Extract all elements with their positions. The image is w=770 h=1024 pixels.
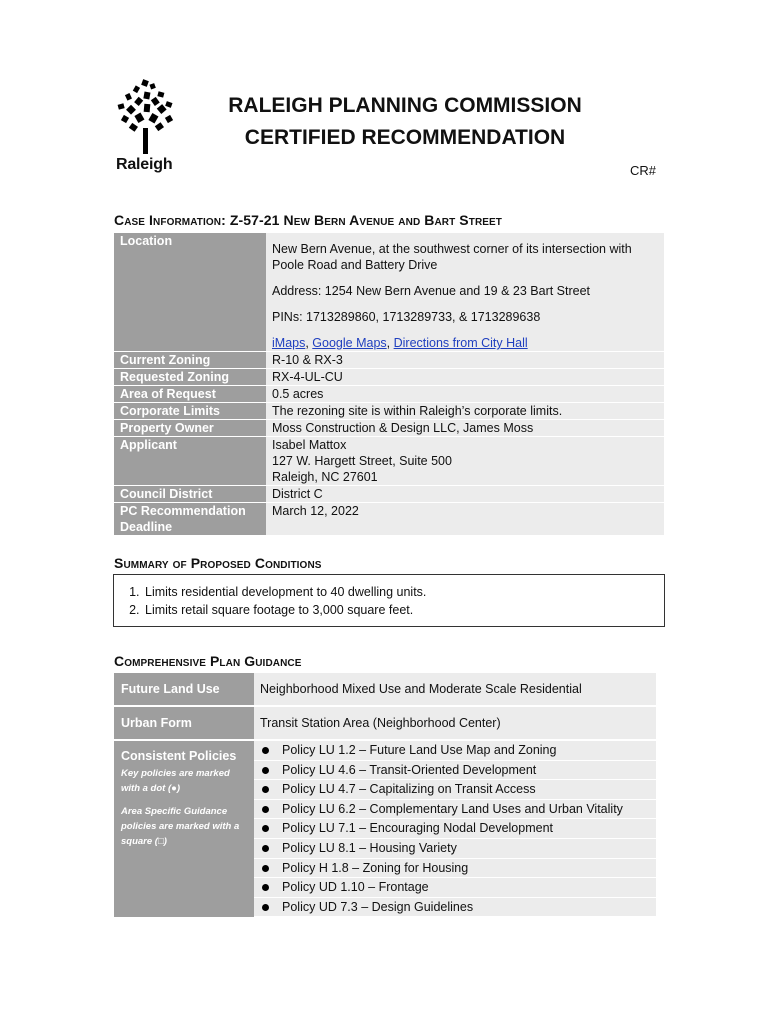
future-land-use-value: Neighborhood Mixed Use and Moderate Scale Residential: [254, 673, 656, 706]
list-item: 2. Limits retail square footage to 3,000 square feet.: [143, 601, 664, 619]
council-district-value: District C: [266, 486, 664, 503]
property-owner-label: Property Owner: [114, 420, 266, 437]
table-row: [114, 437, 664, 486]
imaps-link[interactable]: iMaps: [272, 336, 306, 350]
current-zoning-value: R-10 & RX-3: [266, 352, 664, 369]
bullet-dot-icon: [262, 786, 269, 793]
directions-link[interactable]: Directions from City Hall: [393, 336, 528, 350]
deadline-value: March 12, 2022: [266, 503, 664, 536]
table-row: [114, 740, 656, 918]
consistent-policies-label: [114, 740, 254, 918]
list-item: [254, 878, 656, 898]
policy-text: Policy LU 7.1 – Encouraging Nodal Development: [282, 821, 553, 836]
link-separator: ,: [305, 336, 313, 350]
key-policies-note: Key policies are marked with a dot (●): [121, 768, 230, 794]
applicant-street: 127 W. Hargett Street, Suite 500: [272, 454, 452, 468]
corporate-limits-label: Corporate Limits: [114, 403, 266, 420]
current-zoning-label: Current Zoning: [114, 352, 266, 369]
deadline-label-line1: PC Recommendation: [120, 504, 246, 518]
policy-text: Policy LU 4.6 – Transit-Oriented Development: [282, 762, 537, 777]
location-links: [272, 335, 658, 351]
list-item: [254, 780, 656, 800]
table-row: [114, 486, 664, 503]
bullet-dot-icon: [262, 865, 269, 872]
corporate-limits-value: The rezoning site is within Raleigh’s corporate limits.: [266, 403, 664, 420]
list-item: [254, 761, 656, 781]
future-land-use-label: Future Land Use: [114, 673, 254, 706]
bullet-dot-icon: [262, 747, 269, 754]
deadline-label: [114, 503, 266, 536]
bullet-dot-icon: [262, 904, 269, 911]
table-row: [114, 352, 664, 369]
list-item: [254, 741, 656, 761]
location-value: [266, 233, 664, 352]
table-row: [114, 673, 656, 706]
location-pins: PINs: 1713289860, 1713289733, & 1713289638: [272, 310, 541, 324]
policy-text: Policy LU 6.2 – Complementary Land Uses and Urban Vitality: [282, 801, 623, 816]
plan-guidance-table: [114, 673, 656, 919]
requested-zoning-label: Requested Zoning: [114, 369, 266, 386]
conditions-box: [113, 574, 665, 627]
table-row: [114, 503, 664, 536]
bullet-dot-icon: [262, 767, 269, 774]
document-title-line2: CERTIFIED RECOMMENDATION: [244, 126, 566, 149]
cr-number-label: CR#: [629, 163, 656, 178]
bullet-dot-icon: [262, 884, 269, 891]
deadline-label-line2: Deadline: [120, 520, 173, 534]
policy-text: Policy UD 1.10 – Frontage: [282, 880, 429, 895]
applicant-value: [266, 437, 664, 486]
logo-wordmark: Raleigh: [116, 156, 173, 173]
bullet-dot-icon: [262, 845, 269, 852]
summary-heading: Summary of Proposed Conditions: [114, 555, 322, 571]
policies-value: [254, 740, 656, 918]
case-info-table: [114, 233, 664, 536]
policy-text: Policy LU 4.7 – Capitalizing on Transit Access: [282, 782, 536, 797]
policy-text: Policy UD 7.3 – Design Guidelines: [282, 899, 474, 914]
conditions-list: [114, 583, 664, 619]
applicant-label: Applicant: [114, 437, 266, 486]
council-district-label: Council District: [114, 486, 266, 503]
document-title-line1: RALEIGH PLANNING COMMISSION: [228, 94, 582, 117]
raleigh-tree-logo-icon: [114, 76, 178, 156]
location-label: Location: [114, 233, 266, 352]
requested-zoning-value: RX-4-UL-CU: [266, 369, 664, 386]
consistent-policies-heading: Consistent Policies: [121, 749, 237, 763]
google-maps-link[interactable]: Google Maps: [312, 336, 387, 350]
policies-list: [254, 741, 656, 917]
table-row: [114, 706, 656, 740]
property-owner-value: Moss Construction & Design LLC, James Moss: [266, 420, 664, 437]
area-guidance-note: Area Specific Guidance policies are marked with a square (□): [121, 806, 240, 847]
list-item: [254, 800, 656, 820]
area-label: Area of Request: [114, 386, 266, 403]
link-separator: ,: [386, 336, 394, 350]
location-description: New Bern Avenue, at the southwest corner of its intersection with Poole Road and Battery Drive: [272, 242, 632, 272]
policy-text: Policy H 1.8 – Zoning for Housing: [282, 860, 469, 875]
table-row: [114, 386, 664, 403]
policy-text: Policy LU 1.2 – Future Land Use Map and Zoning: [282, 743, 557, 757]
table-row: [114, 420, 664, 437]
list-item: [254, 819, 656, 839]
bullet-dot-icon: [262, 825, 269, 832]
plan-guidance-heading: Comprehensive Plan Guidance: [114, 653, 302, 669]
table-row: [114, 403, 664, 420]
applicant-name: Isabel Mattox: [272, 438, 347, 452]
applicant-city: Raleigh, NC 27601: [272, 470, 378, 484]
bullet-dot-icon: [262, 806, 269, 813]
list-item: 1. Limits residential development to 40 dwelling units.: [143, 583, 664, 601]
table-row: [114, 233, 664, 352]
policy-text: Policy LU 8.1 – Housing Variety: [282, 840, 457, 855]
urban-form-value: Transit Station Area (Neighborhood Center): [254, 706, 656, 740]
list-item: [254, 839, 656, 859]
location-address: Address: 1254 New Bern Avenue and 19 & 23 Bart Street: [272, 284, 591, 298]
table-row: [114, 369, 664, 386]
urban-form-label: Urban Form: [114, 706, 254, 740]
list-item: [254, 859, 656, 879]
area-value: 0.5 acres: [266, 386, 664, 403]
list-item: [254, 898, 656, 918]
case-info-heading: Case Information: Z-57-21 New Bern Avenue and Bart Street: [114, 212, 503, 228]
